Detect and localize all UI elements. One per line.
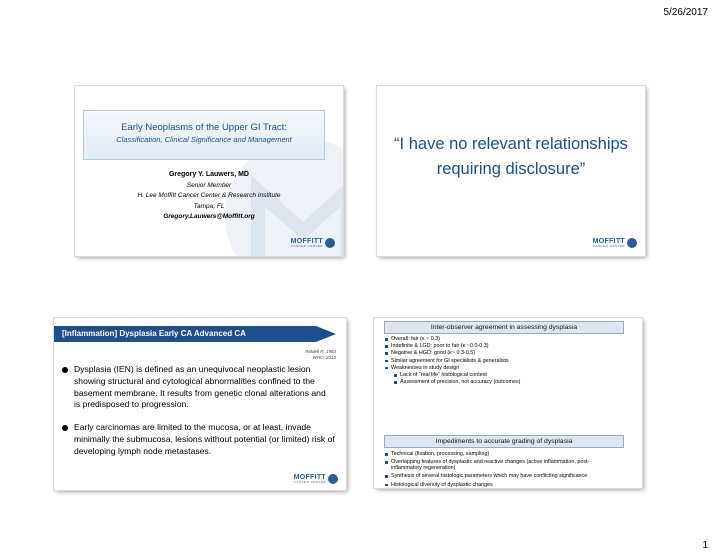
list-item-text: Histological diversity of dysplastic changes [391,481,493,488]
bullet-dysplasia [62,364,332,411]
list-item [384,482,608,488]
slide-title-text: Early Neoplasms of the Upper GI Tract: [121,122,287,133]
author-institution: H. Lee Moffitt Cancer Center & Research Institute [137,192,281,199]
logo-word: MOFFITT [293,474,326,481]
slide-title [75,86,343,256]
bullet-square-icon [385,461,388,464]
citation [305,349,336,361]
citation-line-1: Riddell R, 1983 [305,349,336,354]
list-item-text: Technical (fixation, processing, sampling) [391,451,490,457]
bullet-square-icon [385,484,388,487]
bullet-square-icon [385,453,388,456]
bullet-dot-icon [62,425,68,431]
author-role: Senior Member [186,181,232,189]
moffitt-logo [593,238,637,248]
sub-list-item [384,379,628,386]
list-item-text: Synthesis of several histologic parameters which may have conflicting significance [391,473,588,480]
list-item [384,343,628,350]
author-name: Gregory Y. Lauwers, MD [168,171,249,178]
bullet-square-icon [385,475,388,478]
citation-line-2: WHO, 2010 [312,355,336,360]
bullet-square-icon [385,352,388,355]
logo-sub: CANCER CENTER [290,244,323,248]
list-item-text: Negative & HGD: good (κ~ 0.3-0.5) [391,350,476,357]
list-item-text: Overlapping features of dysplastic and reactive changes (active inflammation, post-inflammatory regeneration) [391,459,590,472]
author-block [75,170,343,223]
logo-sub: CANCER CENTER [293,480,326,484]
quote-line-2: requiring disclosure” [436,160,586,178]
sub-list-item-text: Lack of “real life” histological context [400,372,487,379]
list-item [384,336,628,343]
author-location: Tampa, FL [193,202,225,210]
slide-interobserver [374,318,642,488]
logo-mark-icon [627,238,637,248]
bullet-square-icon [385,338,388,341]
bullet-dot-icon [62,367,68,373]
bullet-square-icon [394,381,397,384]
sub-list-item-text: Assessment of precision, not accuracy (outcomes) [400,379,521,386]
author-email: Gregory.Lauwers@Moffitt.org [163,213,255,220]
logo-mark-icon [325,238,335,248]
list-item-text: Indefinite & LGD: poor to fair (κ ~0.0-0.3) [391,343,489,350]
logo-sub: CANCER CENTER [592,244,625,248]
list-item [384,459,608,471]
disclosure-quote [387,132,635,182]
list-item-text: Similar agreement for GI specialists & generalists [391,357,509,364]
sub-list-item [384,372,628,379]
bullet-square-icon [385,360,388,363]
logo-word: MOFFITT [290,238,323,245]
logo-mark-icon [328,474,338,484]
agreement-list [384,336,628,386]
title-box [83,110,325,160]
print-date: 5/26/2017 [663,7,708,18]
slide-definitions [54,318,346,490]
bullet-square-icon [394,374,397,377]
list-item [384,473,608,479]
slide-subtitle: Classification, Clinical Significance and Management [116,135,292,144]
slide-disclosure [377,86,645,256]
logo-word: MOFFITT [592,238,625,245]
bullet-text: Dysplasia (IEN) is defined as an unequivocal neoplastic lesion showing structural and cytological abnormalities confined to the basement membrane. It results from genetic clonal alterations and is predisposed to progression. [74,364,326,410]
bullet-text: Early carcinomas are limited to the mucosa, or at least, invade minimally the submucosa, lesions without potential (or limited) risk of developing lymph node metastases. [74,422,335,456]
progression-label: [Inflammation] Dysplasia Early CA Advanced CA [62,329,246,338]
section-header-agreement: Inter-observer agreement in assessing dysplasia [384,321,624,334]
list-item [384,350,628,357]
list-item [384,358,628,365]
list-item [384,451,608,457]
page-number: 1 [702,540,708,551]
list-item [384,365,628,372]
impediments-list [384,451,608,488]
bullet-square-icon [385,367,388,370]
list-item-text: Overall: fair (κ ~ 0.3) [391,336,440,342]
bullet-early-carcinoma [62,422,340,457]
moffitt-logo [294,474,338,484]
bullet-square-icon [385,345,388,348]
quote-line-1: “I have no relevant relationships [394,135,628,153]
list-item-text: Weaknesses in study design [391,364,460,371]
moffitt-logo [291,238,335,248]
section-header-impediments: Impediments to accurate grading of dysplasia [384,435,624,448]
